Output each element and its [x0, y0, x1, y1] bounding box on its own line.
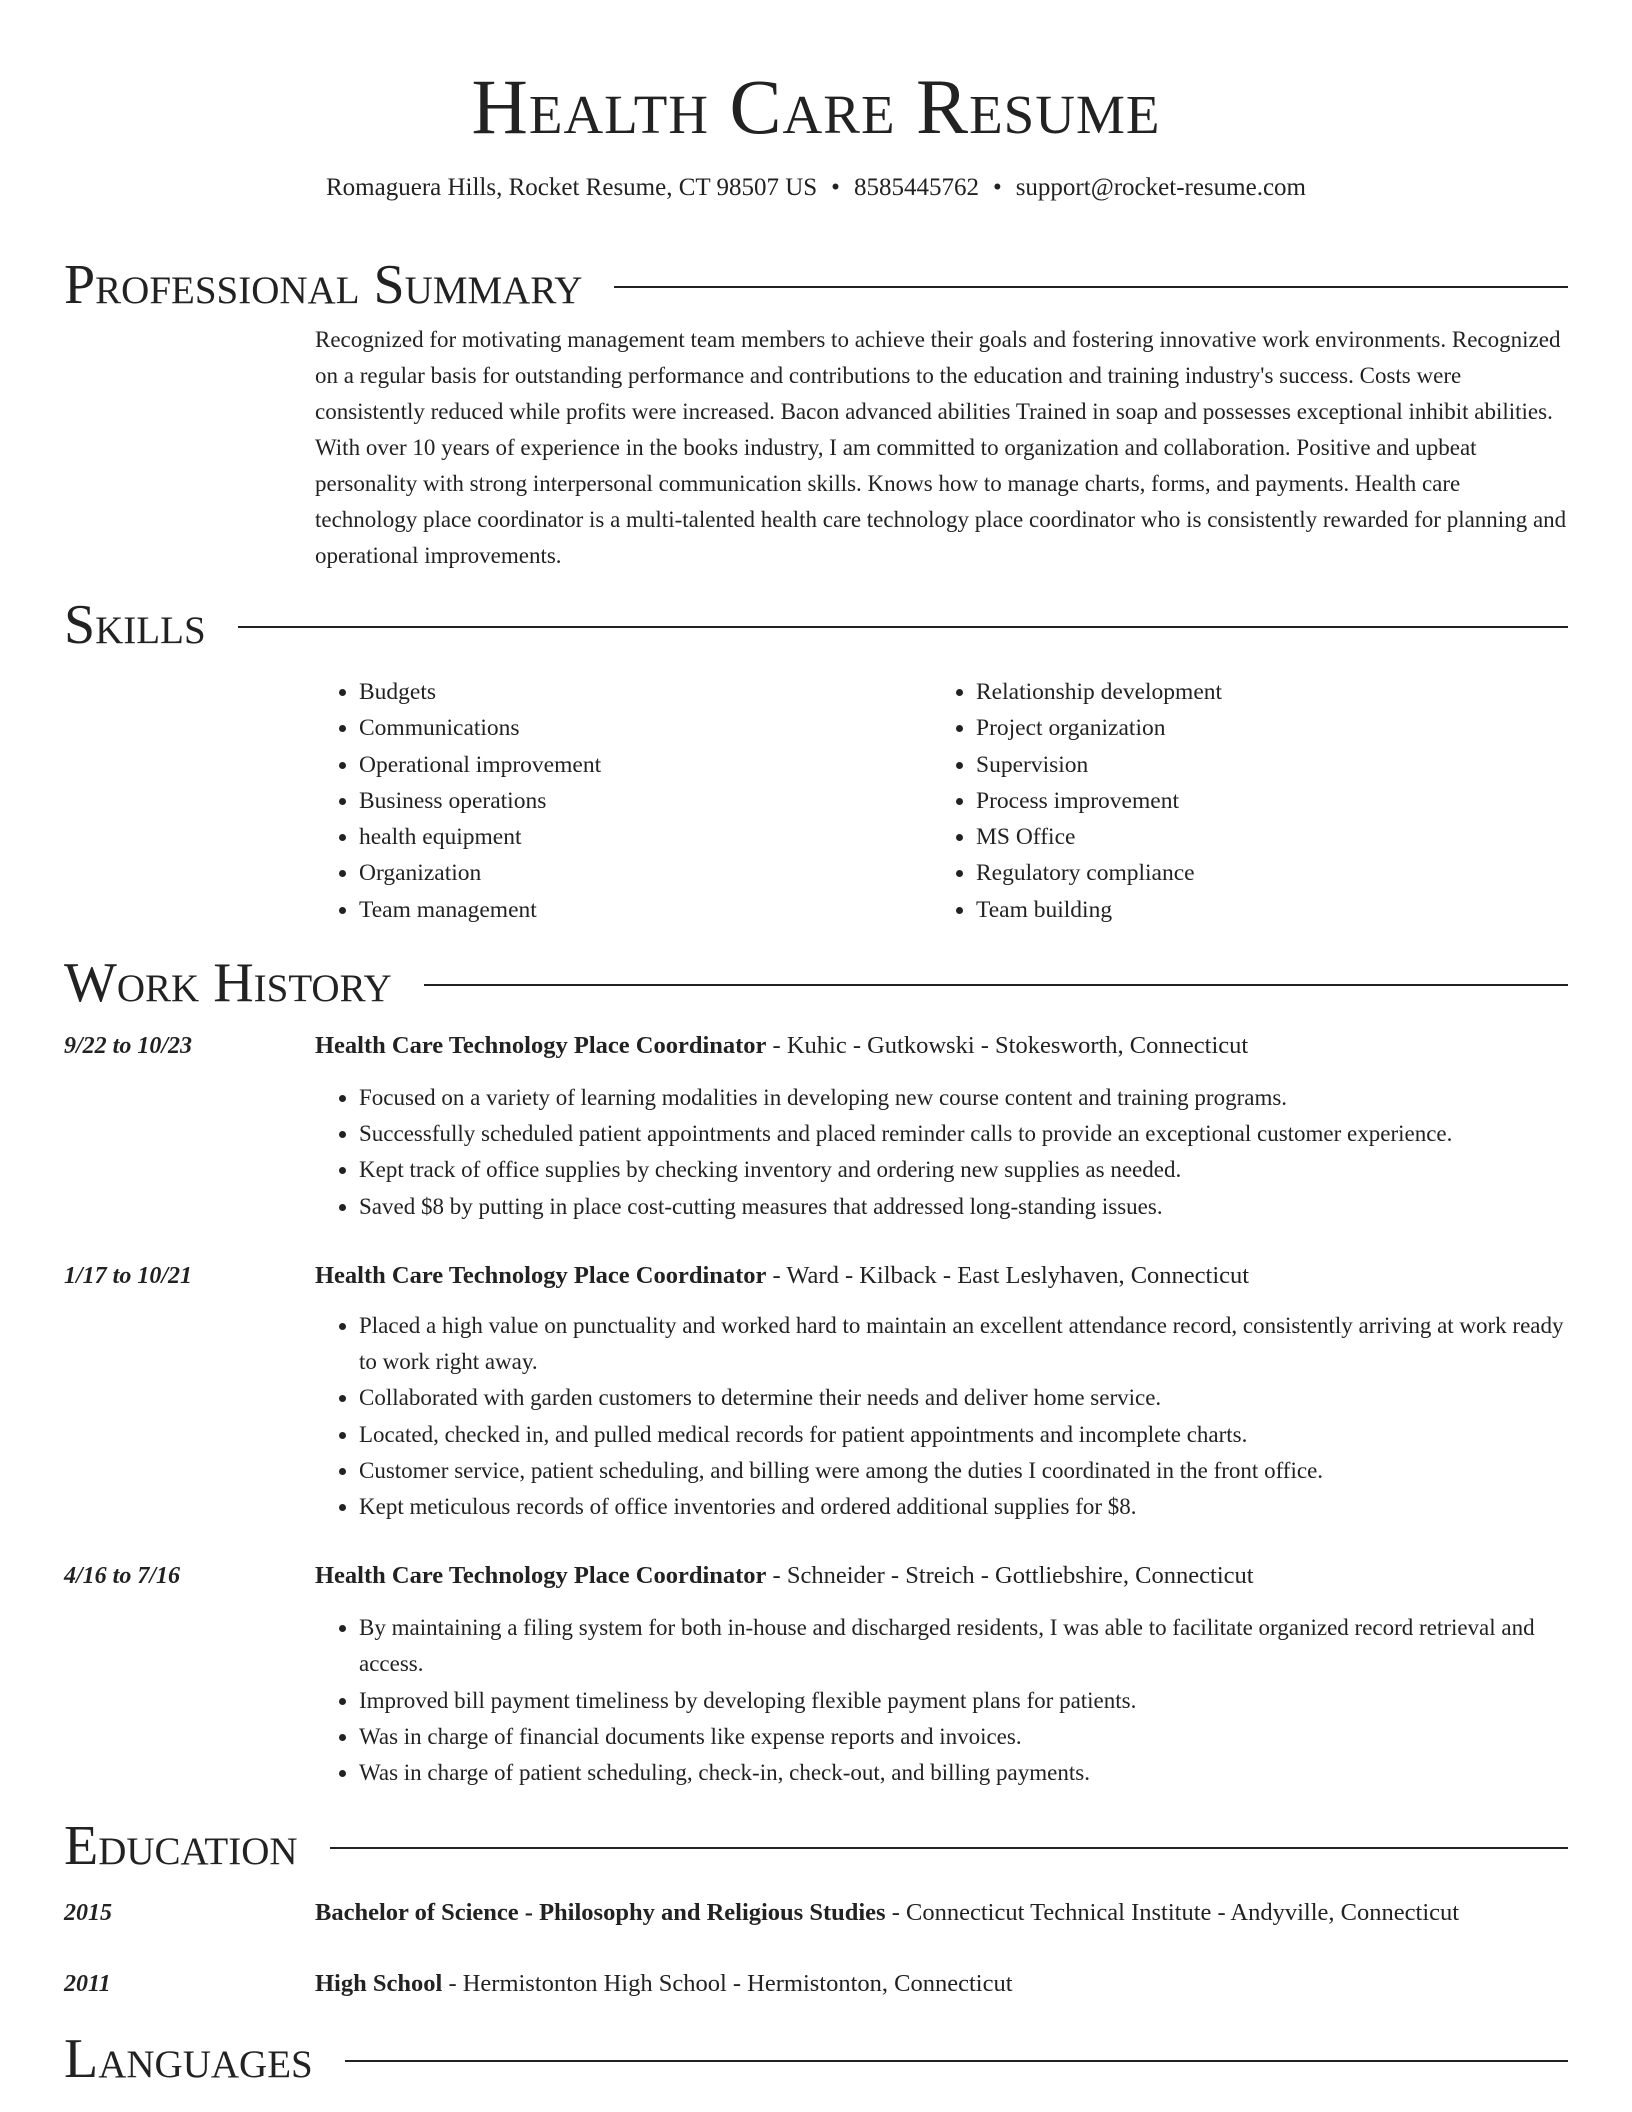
languages-heading: Languages [64, 2028, 313, 2091]
skill-item: • Organization [359, 855, 932, 891]
skill-item: • Regulatory compliance [976, 855, 1222, 891]
skill-item: • Budgets [359, 674, 932, 710]
job-bullet: • Kept track of office supplies by checking inventory and ordering new supplies as needed. [359, 1152, 1568, 1188]
job-title-line [315, 1258, 1568, 1294]
job-bullet: • Collaborated with garden customers to determine their needs and deliver home service. [359, 1380, 1568, 1416]
summary-text: Recognized for motivating management team members to achieve their goals and fostering innovative work environments. Recognized on a regular basis for outstanding performance and contributions to the education and training industry's success. Costs were consistently reduced while profits were increased. Bacon advanced abilities Trained in soap and possesses exceptional inhibit abilities. With over 10 years of experience in the books industry, I am committed to organization and collaboration. Positive and upbeat personality with strong interpersonal communication skills. Knows how to manage charts, forms, and payments. Health care technology place coordinator is a multi-talented health care technology place coordinator who is consistently rewarded for planning and operational improvements. [315, 327, 1567, 568]
contact-email: support@rocket-resume.com [1015, 174, 1306, 201]
section-divider [238, 626, 1568, 628]
job-bullet: • By maintaining a filing system for both in-house and discharged residents, I was able to facilitate organized record retrieval and access. [359, 1610, 1568, 1682]
job-bullets [315, 1080, 1568, 1225]
languages-section-header [64, 2024, 1568, 2094]
skill-item: • Operational improvement [359, 747, 932, 783]
job-bullets [315, 1308, 1568, 1525]
job-title: Health Care Technology Place Coordinator [315, 1562, 767, 1590]
skills-heading: Skills [64, 594, 206, 656]
skill-item: • Team building [976, 892, 1222, 928]
education-details [315, 1895, 1459, 1931]
job-dates: 4/16 to 7/16 [64, 1563, 181, 1590]
skill-item: • Team management [359, 892, 932, 928]
skills-column-right [932, 674, 1222, 928]
skill-item: • Communications [359, 710, 932, 746]
skill-item: • Project organization [976, 710, 1222, 746]
skills-column-left [315, 674, 932, 928]
skill-item: • Process improvement [976, 783, 1222, 819]
contact-address: Romaguera Hills, Rocket Resume, CT 98507 US [326, 174, 818, 201]
skill-item: • Business operations [359, 783, 932, 819]
job-bullet: • Kept meticulous records of office inventories and ordered additional supplies for $8. [359, 1489, 1568, 1525]
education-details [315, 1966, 1013, 2002]
job-dates: 9/22 to 10/23 [64, 1033, 193, 1060]
job-employer: - Kuhic - Gutkowski - Stokesworth, Connecticut [766, 1032, 1249, 1060]
section-divider [330, 1847, 1568, 1849]
job-bullet: • Customer service, patient scheduling, and billing were among the duties I coordinated in the front office. [359, 1453, 1568, 1489]
job-title-line [315, 1028, 1568, 1064]
education-year: 2015 [64, 1900, 112, 1927]
job-employer: - Schneider - Streich - Gottliebshire, Connecticut [766, 1562, 1254, 1590]
section-divider [424, 984, 1568, 986]
skill-item: • Supervision [976, 747, 1222, 783]
resume-name: Health Care Resume [471, 63, 1161, 150]
separator-dot: • [831, 174, 840, 201]
job-entry [64, 1258, 1568, 1525]
section-divider [614, 286, 1568, 288]
job-dates: 1/17 to 10/21 [64, 1262, 193, 1289]
contact-line [64, 170, 1568, 206]
job-title: Health Care Technology Place Coordinator [315, 1032, 767, 1060]
job-bullet: • Saved $8 by putting in place cost-cutting measures that addressed long-standing issues. [359, 1189, 1568, 1225]
education-year: 2011 [64, 1971, 111, 1998]
education-degree: High School [315, 1970, 443, 1998]
education-section-header [64, 1811, 1568, 1881]
job-bullet: • Successfully scheduled patient appointments and placed reminder calls to provide an exceptional customer experience. [359, 1116, 1568, 1152]
education-entry [64, 1895, 1568, 1931]
job-entry [64, 1558, 1568, 1791]
education-heading: Education [64, 1815, 298, 1878]
job-body [315, 1028, 1568, 1225]
summary-heading: Professional Summary [64, 254, 583, 316]
skills-list [315, 674, 1568, 928]
job-employer: - Ward - Kilback - East Leslyhaven, Connecticut [766, 1261, 1250, 1289]
job-bullet: • Focused on a variety of learning modalities in developing new course content and training programs. [359, 1080, 1568, 1116]
skills-section-header [64, 590, 1568, 660]
job-entry [64, 1028, 1568, 1225]
section-divider [345, 2060, 1568, 2062]
work-section-header [64, 948, 1568, 1018]
contact-phone: 8585445762 [853, 174, 979, 201]
skill-item: • Relationship development [976, 674, 1222, 710]
summary-section-header [64, 250, 1568, 320]
work-heading: Work History [64, 952, 392, 1015]
job-body [315, 1558, 1568, 1791]
job-title-line [315, 1558, 1568, 1594]
job-bullet: • Was in charge of financial documents like expense reports and invoices. [359, 1719, 1568, 1755]
skill-item: • health equipment [359, 819, 932, 855]
job-title: Health Care Technology Place Coordinator [315, 1261, 767, 1289]
education-degree: Bachelor of Science - Philosophy and Religious Studies [315, 1899, 886, 1927]
job-body [315, 1258, 1568, 1525]
job-bullet: • Located, checked in, and pulled medical records for patient appointments and incomplete charts. [359, 1417, 1568, 1453]
education-school: - Connecticut Technical Institute - Andyville, Connecticut [885, 1899, 1460, 1927]
separator-dot: • [992, 174, 1002, 201]
job-bullet: • Was in charge of patient scheduling, check-in, check-out, and billing payments. [359, 1755, 1568, 1791]
education-school: - Hermistonton High School - Hermistonton, Connecticut [442, 1970, 1013, 1998]
job-bullets [315, 1610, 1568, 1791]
job-bullet: • Placed a high value on punctuality and worked hard to maintain an excellent attendance record, consistently arriving at work ready to work right away. [359, 1308, 1568, 1380]
education-entry [64, 1966, 1568, 2002]
skill-item: • MS Office [976, 819, 1222, 855]
job-bullet: • Improved bill payment timeliness by developing flexible payment plans for patients. [359, 1683, 1568, 1719]
resume-page [64, 0, 1568, 2094]
